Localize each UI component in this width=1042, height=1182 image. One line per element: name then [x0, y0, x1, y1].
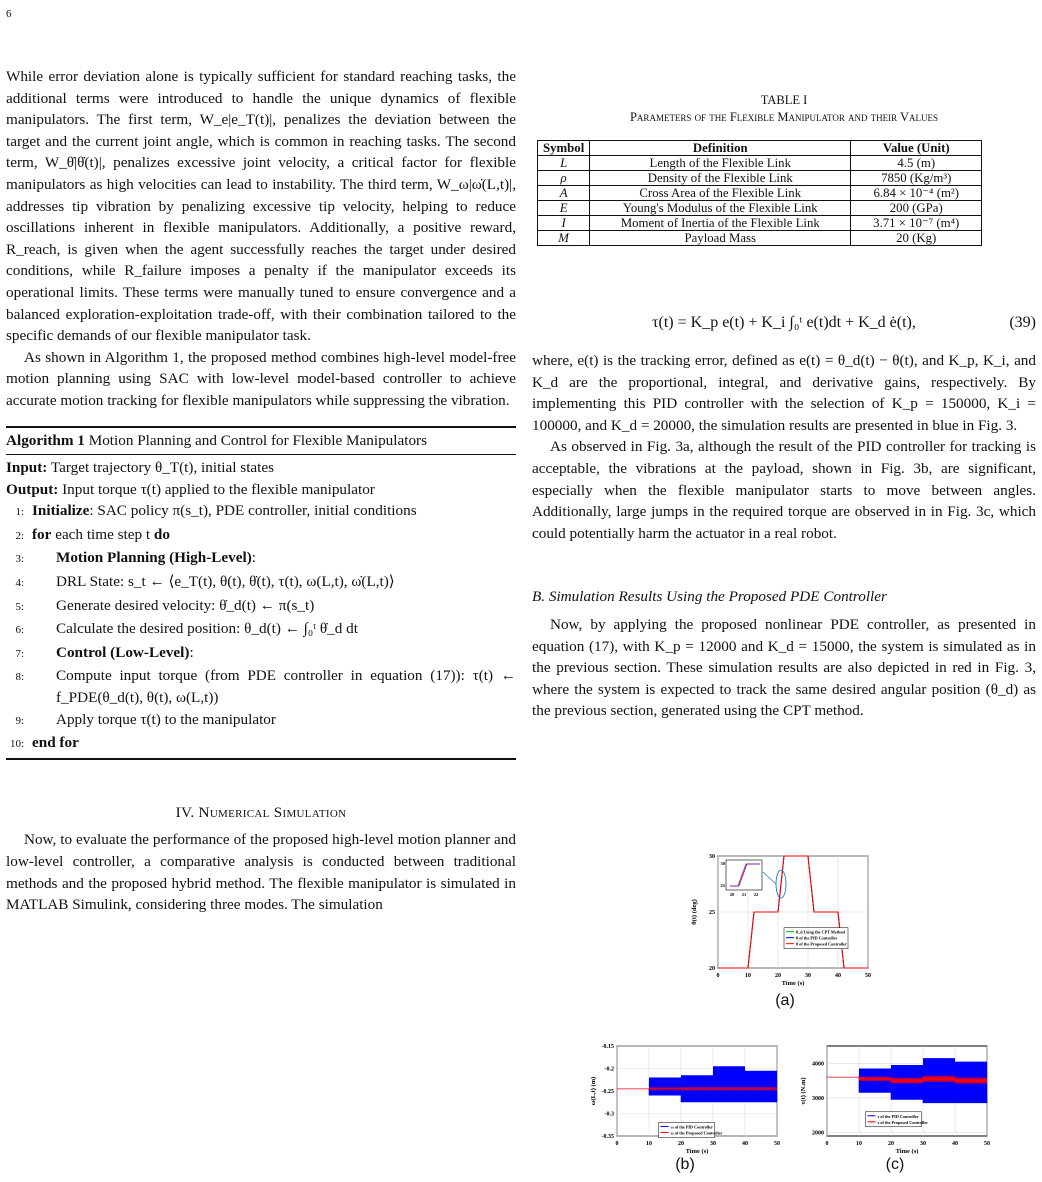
line-text: : SAC policy π(s_t), PDE controller, initial conditions [89, 502, 417, 520]
legend-entry: ω of the Proposed Controller [670, 1130, 723, 1136]
x-tick-label: 40 [952, 1141, 958, 1147]
algorithm-title [6, 428, 516, 456]
x-tick-label: 10 [856, 1141, 862, 1147]
algorithm-line [6, 665, 516, 708]
figure-label-b: (b) [675, 1156, 695, 1173]
table-cell: Cross Area of the Flexible Link [590, 186, 851, 201]
line-text: Calculate the desired position: θ_d(t) ← ∫₀ᵗ θ̇_d dt [56, 620, 358, 638]
table-cell: I [561, 216, 566, 230]
table-cell: 200 (GPa) [851, 201, 982, 216]
algorithm-line [6, 618, 516, 642]
output-label: Output: [6, 480, 59, 498]
x-axis-label: Time (s) [895, 1148, 919, 1155]
line-text: : [189, 643, 194, 661]
table-cell: 6.84 × 10⁻⁴ (m²) [851, 186, 982, 201]
parameters-table [537, 140, 982, 246]
x-tick-label: 30 [710, 1141, 716, 1147]
x-tick-label: 50 [865, 973, 871, 979]
subsection-heading: B. Simulation Results Using the Proposed PDE Controller [532, 588, 887, 606]
algorithm-body [6, 455, 516, 758]
table-cell: Moment of Inertia of the Flexible Link [590, 216, 851, 231]
algorithm-line [6, 500, 516, 524]
x-tick-label: 0 [825, 1141, 829, 1147]
right-column [532, 92, 1036, 722]
line-text: DRL State: s_t ← ⟨e_T(t), θ(t), θ̇(t), τ(t), ω(L,t), ω̇(L,t)⟩ [56, 573, 395, 591]
inset-y-tick: 30 [720, 861, 725, 866]
left-column [6, 66, 516, 916]
y-axis-label: ω(L,t) (m) [590, 1076, 597, 1106]
chart-torque [795, 1040, 995, 1158]
algorithm-line [6, 524, 516, 548]
table-cell: 20 (Kg) [851, 231, 982, 246]
line-keyword: for [32, 525, 52, 543]
algorithm-line [6, 595, 516, 619]
table-header: Symbol [538, 141, 590, 156]
page-number: 6 [6, 8, 12, 20]
input-text: Target trajectory θ_T(t), initial states [50, 459, 275, 477]
table-row [538, 231, 982, 246]
x-tick-label: 40 [742, 1141, 748, 1147]
algorithm-line [6, 547, 516, 571]
paragraph-reward-terms: While error deviation alone is typically sufficient for standard reaching tasks, the additional terms were introduced to handle the unique dynamics of flexible manipulators. The first term, W_e|e_T(t)|, penalizes the deviation between the target and the current joint angle, which is common in reaching tasks. The second term, W_θ̇|θ̇(t)|, penalizes excessive joint velocity, a critical factor for flexible manipulators as high velocities can lead to instability. The third term, W_ω|ω̇(L,t)|, addresses tip vibration by penalizing excessive tip velocity, helping to reduce oscillations inherent in flexible manipulators. Additionally, a positive reward, R_reach, is given when the agent successfully reaches the target under desired conditions, while R_failure imposes a penalty if the manipulator exceeds its operational limits. These terms were manually tuned to ensure convergence and a balanced exploration-exploitation trade-off, with their combination tailored to the specific demands of our flexible manipulator task. [6, 68, 516, 345]
algorithm-line [6, 709, 516, 733]
y-tick-label: 3000 [812, 1095, 824, 1102]
table-cell: L [560, 156, 568, 170]
equation-text: τ(t) = K_p e(t) + K_i ∫₀ᵗ e(t)dt + K_d ė(t), [652, 314, 916, 331]
algorithm-input [6, 457, 516, 479]
y-axis-label: θ(t) (deg) [691, 899, 698, 925]
line-text: Compute input torque (from PDE controller in equation (17)): τ(t) ← f_PDE(θ_d(t), θ(t), ω(L,t)) [56, 667, 516, 707]
paragraph-algorithm-intro: As shown in Algorithm 1, the proposed method combines high-level model-free motion planning using SAC with low-level model-based controller to achieve accurate motion tracking for flexible manipulators while suppressing the vibration. [6, 348, 516, 409]
paragraph-pid-definition: where, e(t) is the tracking error, defined as e(t) = θ_d(t) − θ(t), and K_p, K_i, and K_d are the proportional, integral, and derivative gains, respectively. By implementing this PID controller with the selection of K_p = 150000, K_i = 100000, and K_d = 20000, the simulation results are presented in blue in Fig. 3. [532, 352, 1036, 434]
section-heading [6, 802, 516, 824]
figure-3b [585, 1040, 785, 1180]
inset-x-tick: 20 [729, 892, 735, 897]
section-title: Numerical Simulation [198, 803, 347, 821]
algorithm-output [6, 479, 516, 501]
table-row [538, 186, 982, 201]
paragraph-pid-observation: As observed in Fig. 3a, although the result of the PID controller for tracking is acceptable, the vibrations at the payload, shown in Fig. 3b, are significant, especially when the flexible manipulator starts to move between angles. Additionally, large jumps in the required torque are observed in in Fig. 3c, which could potentially harm the actuator in a real robot. [532, 438, 1036, 542]
table-row [538, 156, 982, 171]
section-number: IV. [175, 803, 195, 821]
line-number: 8: [15, 671, 24, 684]
line-number: 4: [15, 577, 24, 590]
table-cell: Length of the Flexible Link [590, 156, 851, 171]
table-row [538, 201, 982, 216]
x-tick-label: 20 [678, 1141, 684, 1147]
line-keyword: Motion Planning (High-Level) [56, 549, 252, 567]
x-tick-label: 10 [745, 973, 751, 979]
line-keyword: Initialize [32, 502, 90, 520]
y-tick-label: -0.3 [604, 1111, 614, 1118]
algorithm-line [6, 642, 516, 666]
figure-label-a: (a) [775, 992, 795, 1009]
legend-entry: τ of the Proposed Controller [877, 1119, 929, 1125]
y-tick-label: -0.35 [601, 1134, 614, 1140]
table-label: TABLE I [760, 93, 808, 107]
equation-39 [532, 300, 1036, 350]
line-number: 5: [15, 600, 24, 613]
x-tick-label: 0 [716, 973, 720, 979]
x-tick-label: 30 [920, 1141, 926, 1147]
x-tick-label: 50 [774, 1141, 780, 1147]
table-cell: Payload Mass [590, 231, 851, 246]
chart-omega [585, 1040, 785, 1158]
table-cell: 4.5 (m) [851, 156, 982, 171]
input-label: Input: [6, 459, 48, 477]
x-tick-label: 10 [646, 1141, 652, 1147]
y-tick-label: -0.15 [601, 1044, 614, 1050]
line-text: Generate desired velocity: θ̇_d(t) ← π(s_t) [56, 596, 315, 614]
algorithm-title-text: Motion Planning and Control for Flexible Manipulators [88, 431, 428, 449]
figure-label-c: (c) [885, 1156, 905, 1173]
table-cell: Density of the Flexible Link [590, 171, 851, 186]
table-cell: 3.71 × 10⁻⁷ (m⁴) [851, 216, 982, 231]
x-tick-label: 40 [835, 973, 841, 979]
line-number: 1: [15, 506, 24, 519]
paragraph-pde-results: Now, by applying the proposed nonlinear PDE controller, as presented in equation (17), with K_p = 12000 and K_d = 15000, the system is simulated as in the previous section. These simulation results are also depicted in red in Fig. 3, where the system is expected to track the same desired angular position (θ_d) as the previous section, generated using the CPT method. [532, 615, 1036, 720]
line-text: Apply torque τ(t) to the manipulator [56, 710, 276, 728]
figure-3c [795, 1040, 995, 1180]
inset-y-tick: 25 [720, 883, 725, 888]
legend-entry: ω of the PID Controller [670, 1124, 713, 1130]
line-text: each time step t [51, 525, 154, 543]
algorithm-box [6, 426, 516, 760]
legend-entry: θ_d Using the CPT Method [796, 929, 845, 935]
table-row [538, 216, 982, 231]
y-tick-label: 4000 [812, 1061, 824, 1068]
algorithm-label: Algorithm 1 [6, 431, 85, 449]
y-tick-label: 20 [709, 966, 715, 972]
line-number: 10: [9, 738, 24, 751]
x-tick-label: 30 [805, 973, 811, 979]
inset-x-tick: 22 [753, 892, 759, 897]
y-tick-label: -0.2 [604, 1066, 614, 1073]
line-number: 9: [15, 714, 24, 727]
table-cell: M [558, 231, 569, 245]
line-keyword: do [153, 525, 170, 543]
inset-x-tick: 21 [741, 892, 747, 897]
line-keyword: end for [32, 734, 79, 752]
line-text: : [251, 549, 256, 567]
table-cell: E [559, 201, 568, 215]
line-keyword: Control (Low-Level) [56, 643, 190, 661]
legend-entry: τ of the PID Controller [877, 1113, 919, 1119]
inset-box [726, 860, 762, 890]
y-tick-label: 30 [709, 854, 715, 860]
algorithm-line [6, 571, 516, 595]
paragraph-numerical-simulation: Now, to evaluate the performance of the proposed high-level motion planner and low-level controller, a comparative analysis is conducted between traditional methods and the proposed hybrid method. The flexible manipulator is simulated in MATLAB Simulink, considering three modes. The simulation [6, 831, 516, 914]
table-cell: Young's Modulus of the Flexible Link [590, 201, 851, 216]
table-header: Value (Unit) [851, 141, 982, 156]
table-cell: ρ [560, 171, 567, 185]
y-tick-label: 2000 [812, 1130, 824, 1137]
line-number: 6: [15, 624, 24, 637]
chart-theta [690, 850, 880, 990]
table-row [538, 171, 982, 186]
line-number: 3: [15, 553, 24, 566]
x-axis-label: Time (s) [781, 980, 805, 987]
x-tick-label: 20 [888, 1141, 894, 1147]
table-header-row [538, 141, 982, 156]
y-axis-label: τ(t) (N.m) [800, 1077, 807, 1105]
table-header: Definition [590, 141, 851, 156]
legend-entry: θ of the Proposed Controller [796, 941, 847, 947]
x-tick-label: 0 [615, 1141, 619, 1147]
output-text: Input torque τ(t) applied to the flexible manipulator [62, 480, 375, 498]
table-cell: A [559, 186, 568, 200]
line-number: 7: [15, 647, 24, 660]
equation-number: (39) [1009, 314, 1036, 331]
y-tick-label: 25 [709, 910, 715, 916]
table-cell: 7850 (Kg/m³) [851, 171, 982, 186]
table-caption: Parameters of the Flexible Manipulator and their Values [629, 110, 939, 124]
legend-entry: θ of the PID Controller [796, 935, 838, 941]
algorithm-line [6, 732, 516, 756]
x-axis-label: Time (s) [685, 1148, 709, 1155]
y-tick-label: -0.25 [601, 1089, 614, 1095]
figure-3a [690, 850, 880, 1015]
x-tick-label: 50 [984, 1141, 990, 1147]
line-number: 2: [15, 529, 24, 542]
x-tick-label: 20 [775, 973, 781, 979]
